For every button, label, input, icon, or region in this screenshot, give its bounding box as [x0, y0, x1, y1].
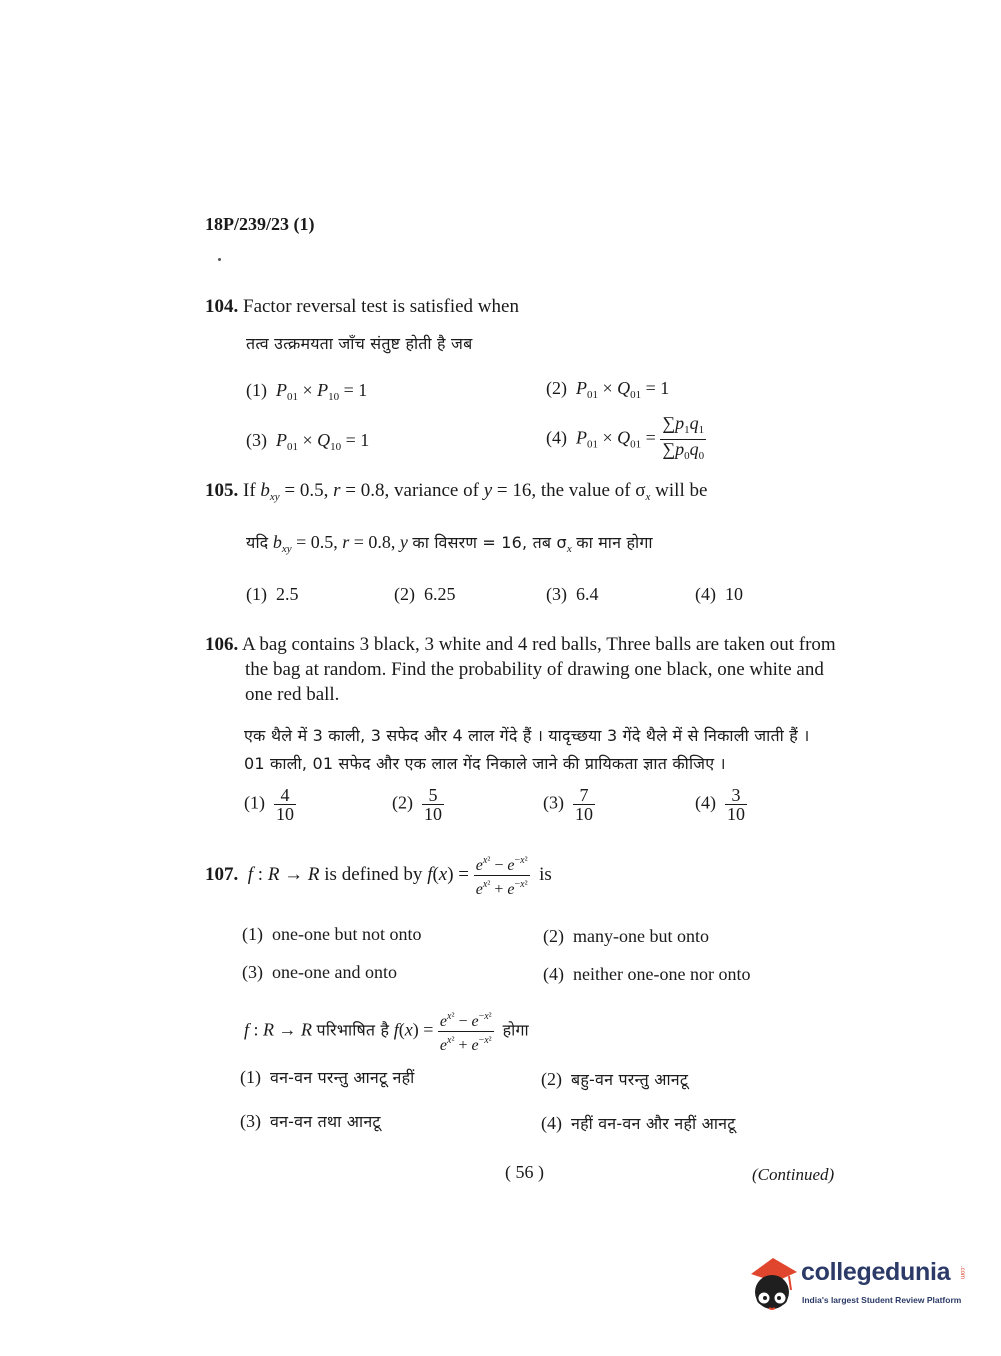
q107-option-4-en: (4) neither one-one nor onto [543, 964, 751, 984]
q107-option-1-hi: (1) वन-वन परन्तु आनटू नहीं [240, 1067, 415, 1087]
page-number: ( 56 ) [505, 1162, 544, 1182]
q104-option-3: (3) $P_{01} \times Q_{10} = 1$ [246, 430, 370, 453]
q104-option-1: (1) $P_{01} \times P_{10} = 1$ [246, 380, 368, 403]
q104-number: 104. [205, 296, 239, 317]
q104-text-en: Factor reversal test is satisfied when [243, 296, 519, 317]
mascot-icon [745, 1252, 801, 1314]
q105-option-3: (3) 6.4 [546, 584, 599, 604]
q107-option-3-en: (3) one-one and onto [242, 962, 397, 982]
q107-question: 107. f : R → R is defined by f(x) = $\frac{e^{x^2} - e^{-x^2}}{e^{x^2} + e^{-x^2}}$ is [205, 852, 552, 899]
q107-text-hi: f : R → R परिभाषित है f(x) = $\frac{e^{x^2} - e^{-x^2}}{e^{x^2} + e^{-x^2}}$ होगा [244, 1008, 529, 1055]
q106-text-hi: एक थैले में 3 काली, 3 सफेद और 4 लाल गेंदे हैं । यादृच्छया 3 गेंदे थैले में से निकाली जाती हैं । 01 काली, 01 सफेद और एक लाल गेंद निकाले जाने की प्रायिकता ज्ञात कीजिए । [244, 726, 810, 773]
q105-option-4: (4) 10 [695, 584, 743, 604]
q107-option-4-hi: (4) नहीं वन-वन और नहीं आनटू [541, 1113, 736, 1133]
q106-option-1: (1) $\frac{4}{10}$ [244, 785, 294, 824]
q105-option-1: (1) 2.5 [246, 584, 299, 604]
q107-option-2-en: (2) many-one but onto [543, 926, 709, 946]
q104-option-4: (4) $P_{01} \times Q_{01}$ = $\frac{\sum p_1q_1}{\sum p_0q_0}$ [546, 414, 706, 465]
q107-option-3-hi: (3) वन-वन तथा आनटू [240, 1111, 381, 1131]
q104-question [205, 294, 519, 319]
continued-label: (Continued) [752, 1165, 835, 1184]
brand-tagline: India's largest Student Review Platform [802, 1295, 962, 1305]
collegedunia-logo [745, 1252, 967, 1314]
q105-question: 105. If $b_{xy} = 0.5$, r = 0.8, variance of y = 16, the value of $\sigma_x$ will be [205, 480, 708, 503]
brand-name: collegedunia [801, 1258, 951, 1286]
q104-sum-fraction: $\frac{\sum p_1q_1}{\sum p_0q_0}$ [662, 413, 705, 462]
q104-text-hi: तत्व उत्क्रमयता जाँच संतुष्ट होती है जब [246, 334, 473, 353]
q105-text-hi: यदि $b_{xy} = 0.5$, r = 0.8, y का विसरण = 16, तब $\sigma_x$ का मान होगा [246, 532, 653, 555]
q105-option-2: (2) 6.25 [394, 584, 456, 604]
q107-option-2-hi: (2) बहु-वन परन्तु आनटू [541, 1069, 689, 1089]
speck [218, 258, 221, 261]
q104-option-2: (2) $P_{01} \times Q_{01} = 1$ [546, 378, 670, 401]
brand-com: .com [959, 1266, 965, 1280]
q107-option-1-en: (1) one-one but not onto [242, 924, 422, 944]
q106-option-3: (3) $\frac{7}{10}$ [543, 785, 593, 824]
q106-question: 106. A bag contains 3 black, 3 white and 4 red balls, Three balls are taken out from the bag at random. Find the probability of drawing one black, one white and one red ball. [205, 634, 836, 705]
paper-code: 18P/239/23 (1) [205, 214, 315, 234]
q106-option-2: (2) $\frac{5}{10}$ [392, 785, 442, 824]
q106-option-4: (4) $\frac{3}{10}$ [695, 785, 745, 824]
